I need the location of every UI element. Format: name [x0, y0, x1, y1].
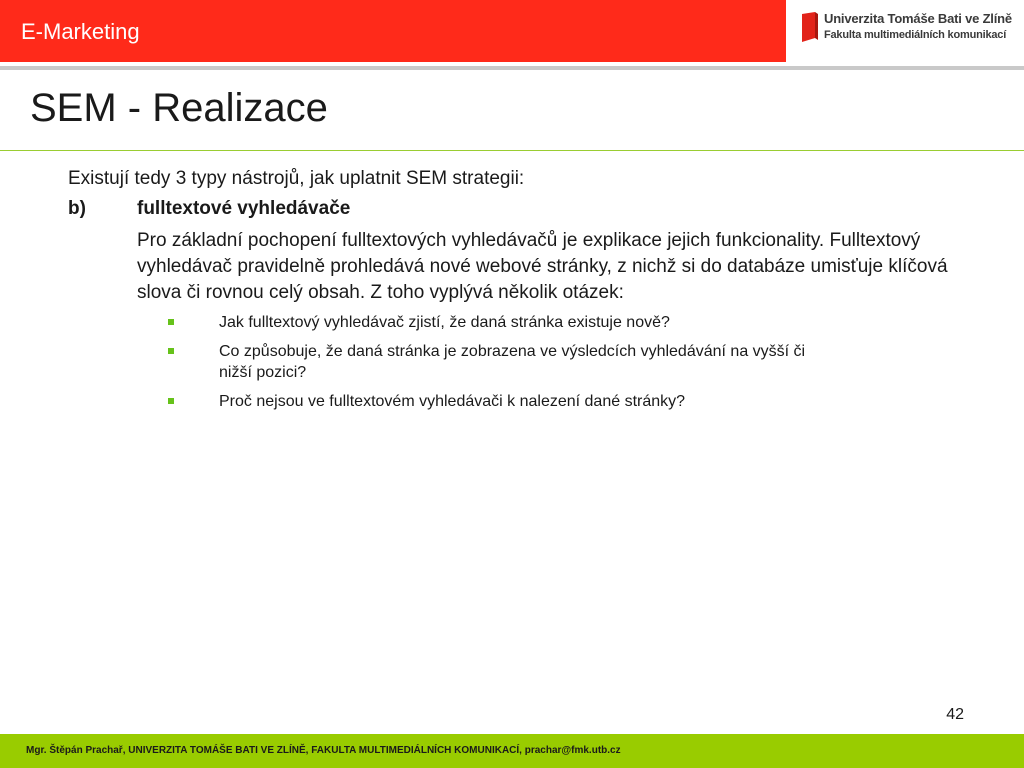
section-title: fulltextové vyhledávače	[137, 198, 351, 219]
slide-title: SEM - Realizace	[30, 86, 328, 130]
title-divider	[0, 150, 1024, 151]
list-item	[68, 312, 839, 333]
faculty-name: Fakulta multimediálních komunikací	[824, 29, 1007, 41]
header-bar	[0, 0, 786, 62]
list-item-text: Jak fulltextový vyhledávač zjistí, že daná stránka existuje nově?	[219, 314, 670, 331]
list-item-text: Co způsobuje, že daná stránka je zobrazena ve výsledcích vyhledávání na vyšší či nižší pozici?	[219, 343, 806, 381]
list-item	[68, 391, 839, 412]
bullet-square-icon	[168, 348, 174, 354]
list-item	[68, 341, 839, 383]
question-list	[68, 312, 968, 412]
intro-text: Existují tedy 3 typy nástrojů, jak uplatnit SEM strategii:	[68, 168, 525, 189]
page-number: 42	[946, 706, 964, 723]
utb-logo-mark-icon	[800, 12, 818, 42]
section-heading	[68, 196, 968, 222]
section-paragraph: Pro základní pochopení fulltextových vyhledávačů je explikace jejich funkcionality. Fulltextový vyhledávač pravidelně prohledává nové webové stránky, z nichž si do databáze umisťuje klíčová slova či rovnou celý obsah. Z toho vyplývá několik otázek:	[137, 230, 948, 303]
university-logo	[800, 10, 1020, 46]
bullet-square-icon	[168, 319, 174, 325]
header-divider	[0, 66, 1024, 70]
slide-content	[68, 166, 968, 420]
university-name: Univerzita Tomáše Bati ve Zlíně	[824, 11, 1012, 26]
course-title: E-Marketing	[21, 19, 140, 44]
footer-bar	[0, 734, 1024, 768]
list-item-text: Proč nejsou ve fulltextovém vyhledávači k nalezení dané stránky?	[219, 393, 686, 410]
bullet-square-icon	[168, 398, 174, 404]
footer-text: Mgr. Štěpán Prachař, UNIVERZITA TOMÁŠE BATI VE ZLÍNĚ, FAKULTA MULTIMEDIÁLNÍCH KOMUNIKACÍ, prachar@fmk.utb.cz	[26, 745, 621, 756]
section-marker: b)	[68, 198, 86, 219]
